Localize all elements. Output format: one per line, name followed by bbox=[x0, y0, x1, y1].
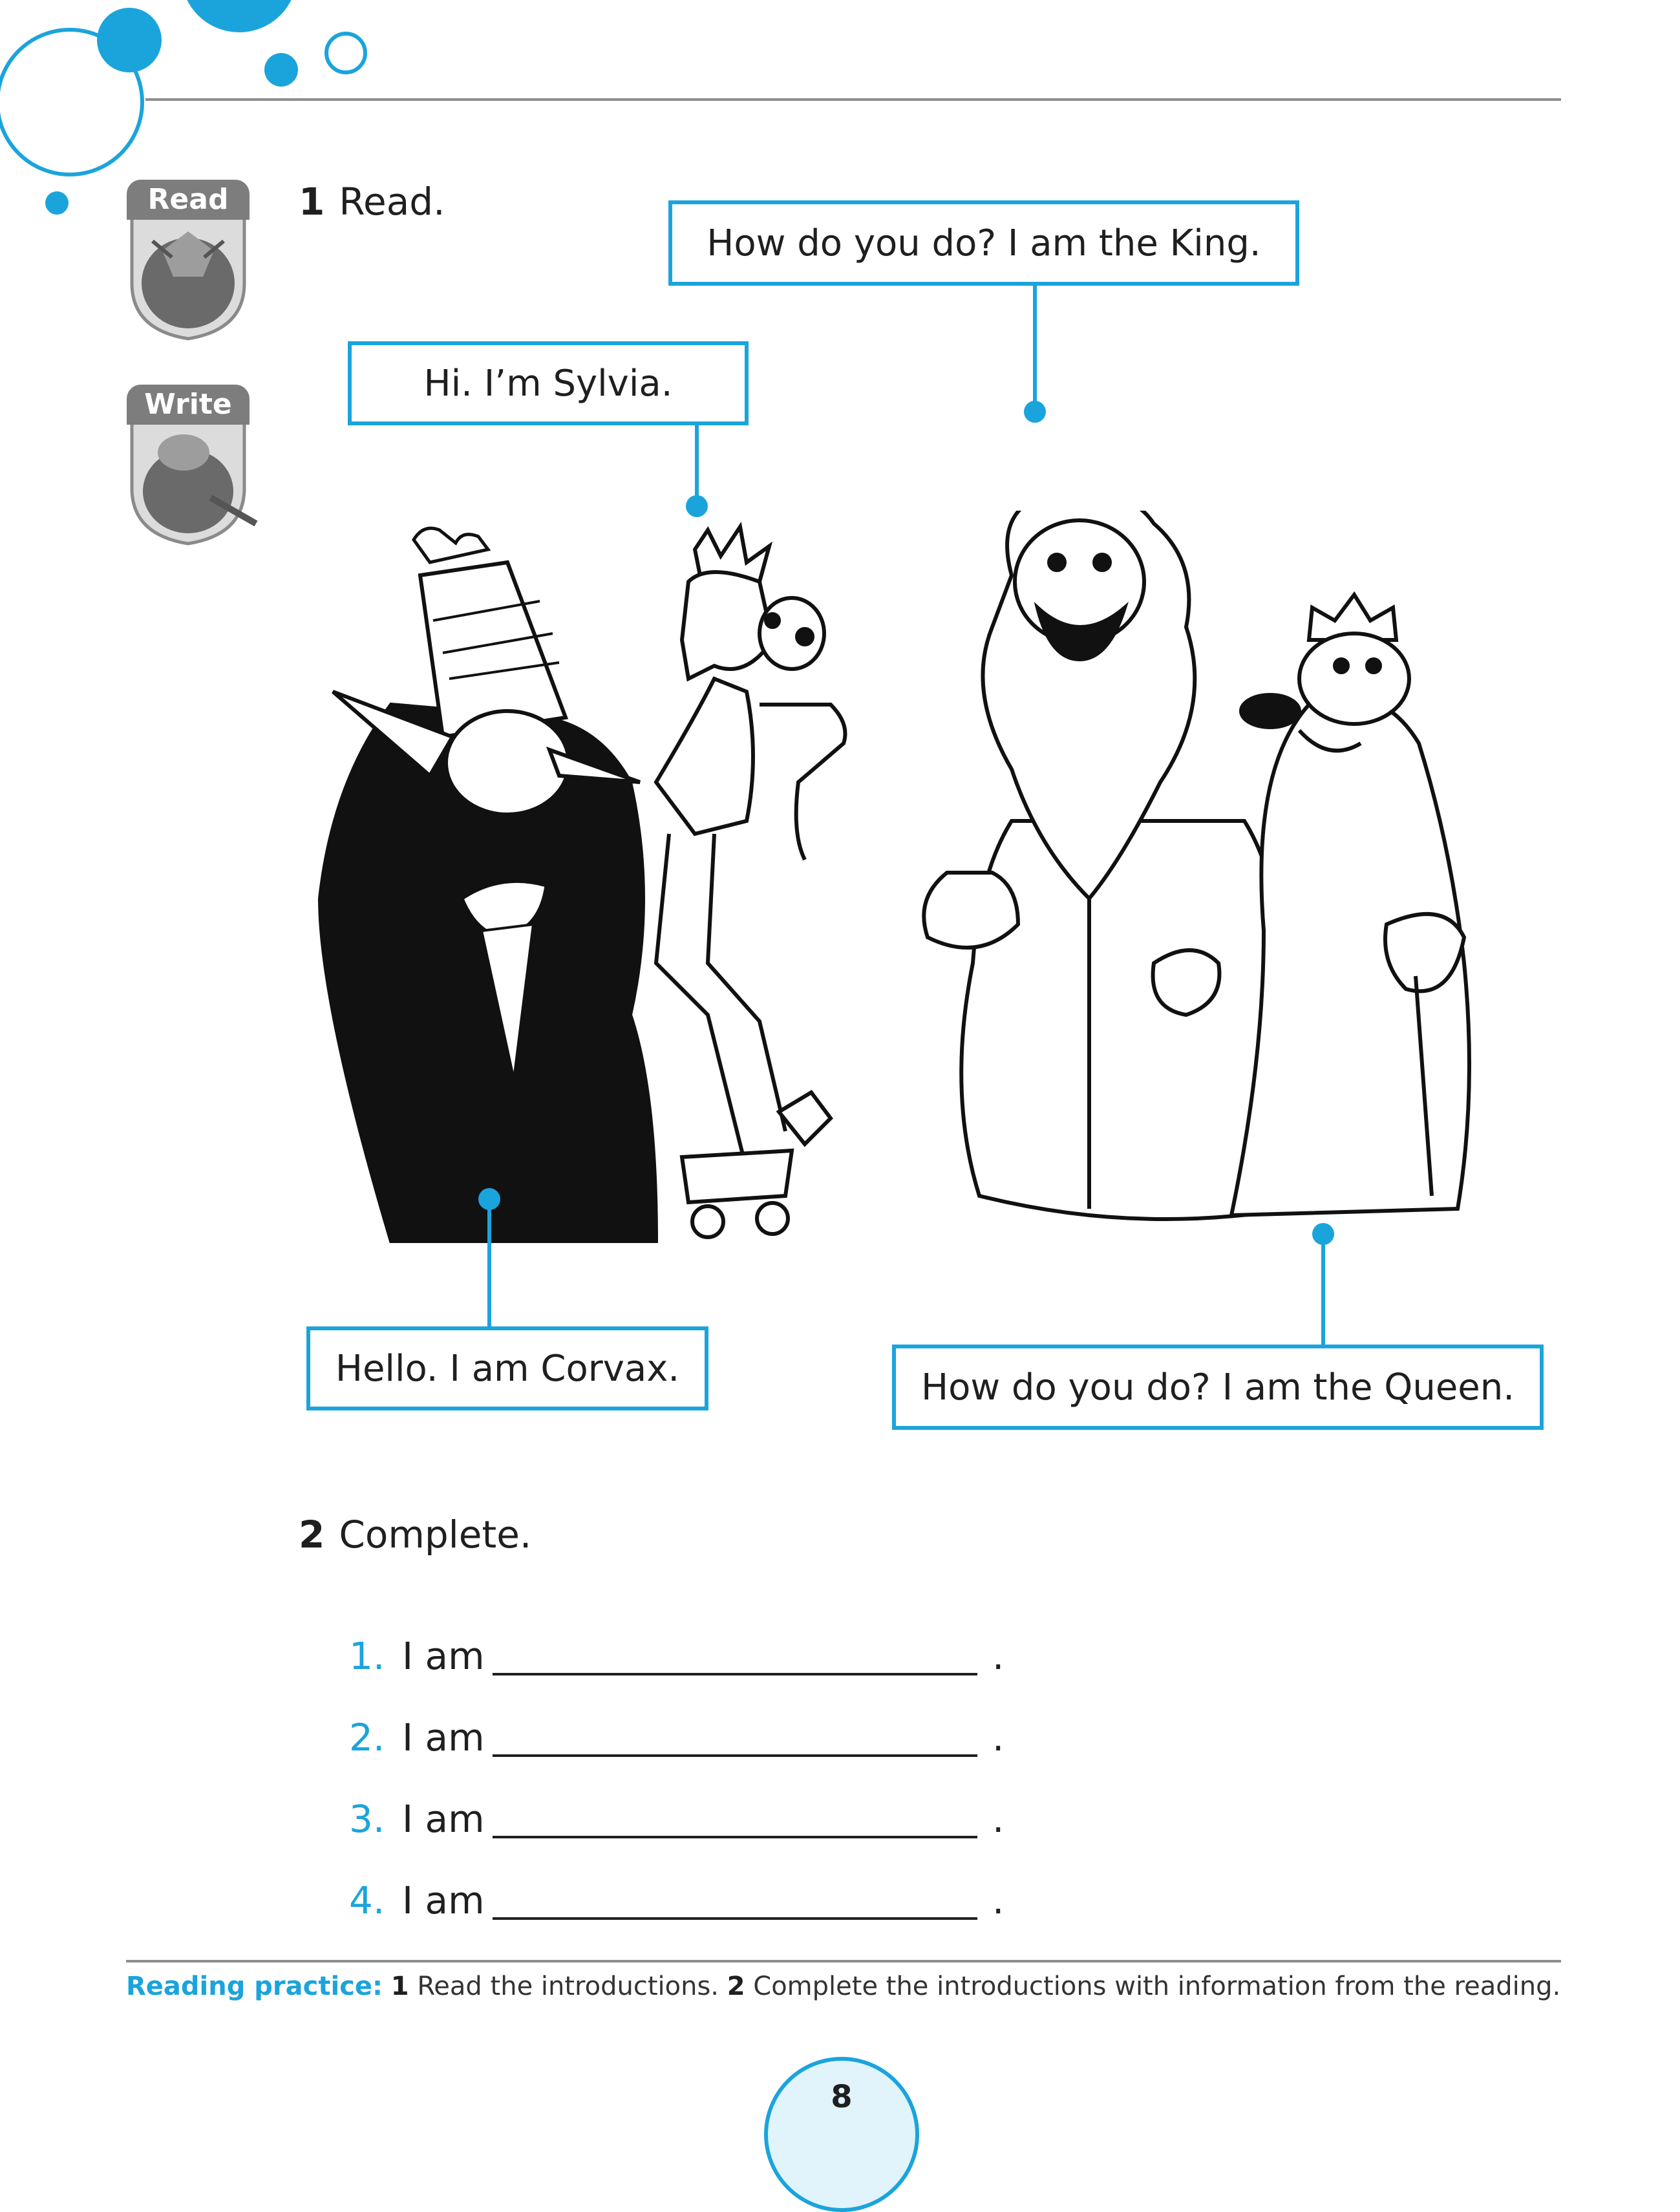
king-connector bbox=[1033, 286, 1037, 409]
answer-blank-4[interactable] bbox=[493, 1917, 977, 1920]
teacher-note-lead: Reading practice: bbox=[126, 1972, 383, 2001]
sylvia-figure bbox=[656, 527, 845, 1237]
answer-blank-3[interactable] bbox=[493, 1836, 977, 1838]
complete-item-3 bbox=[349, 1797, 1005, 1855]
exercise-1-number: 1 bbox=[299, 180, 325, 224]
read-badge bbox=[127, 180, 250, 341]
header-rule bbox=[145, 98, 1561, 101]
corvax-figure bbox=[320, 528, 656, 1241]
item-stem: I am bbox=[402, 1716, 485, 1760]
item-stem: I am bbox=[402, 1878, 485, 1922]
characters-illustration bbox=[294, 511, 1509, 1289]
king-figure bbox=[924, 511, 1295, 1219]
item-number: 2. bbox=[349, 1716, 385, 1760]
complete-item-1 bbox=[349, 1634, 1005, 1692]
complete-item-2 bbox=[349, 1716, 1005, 1774]
item-number: 4. bbox=[349, 1878, 385, 1922]
exercise-2-title bbox=[299, 1513, 531, 1557]
item-period: . bbox=[992, 1634, 1005, 1678]
item-number: 1. bbox=[349, 1634, 385, 1678]
page-number-label: 8 bbox=[831, 2079, 853, 2115]
item-stem: I am bbox=[402, 1797, 485, 1841]
item-number: 3. bbox=[349, 1797, 385, 1841]
queen-figure bbox=[1231, 595, 1469, 1215]
step-2-text: Complete the introductions with information from the reading. bbox=[753, 1972, 1561, 2001]
item-stem: I am bbox=[402, 1634, 485, 1678]
read-badge-label: Read bbox=[127, 180, 250, 220]
king-speech-bubble: How do you do? I am the King. bbox=[668, 200, 1299, 286]
king-connector-dot bbox=[1024, 401, 1046, 423]
exercise-1-label: Read. bbox=[339, 180, 445, 224]
write-badge-label: Write bbox=[127, 385, 250, 425]
item-period: . bbox=[992, 1878, 1005, 1922]
corvax-speech-bubble: Hello. I am Corvax. bbox=[306, 1326, 708, 1410]
answer-blank-1[interactable] bbox=[493, 1673, 977, 1675]
sylvia-connector bbox=[695, 425, 699, 504]
footer-rule bbox=[126, 1960, 1561, 1962]
item-period: . bbox=[992, 1797, 1005, 1841]
exercise-2-label: Complete. bbox=[339, 1513, 532, 1557]
page-number bbox=[764, 2057, 919, 2212]
write-badge bbox=[127, 385, 250, 546]
queen-connector bbox=[1321, 1235, 1325, 1346]
sylvia-connector-dot bbox=[686, 495, 708, 517]
step-1-text: Read the introductions. bbox=[417, 1972, 719, 2001]
teacher-note bbox=[126, 1972, 1560, 2001]
exercise-2-number: 2 bbox=[299, 1513, 325, 1557]
complete-item-4 bbox=[349, 1878, 1005, 1937]
step-1-number: 1 bbox=[390, 1972, 409, 2001]
corvax-connector bbox=[487, 1200, 491, 1329]
step-2-number: 2 bbox=[727, 1972, 745, 2001]
exercise-1-title bbox=[299, 180, 445, 224]
queen-speech-bubble: How do you do? I am the Queen. bbox=[892, 1345, 1544, 1430]
sylvia-speech-bubble: Hi. I’m Sylvia. bbox=[348, 341, 749, 425]
item-period: . bbox=[992, 1716, 1005, 1760]
answer-blank-2[interactable] bbox=[493, 1754, 977, 1757]
